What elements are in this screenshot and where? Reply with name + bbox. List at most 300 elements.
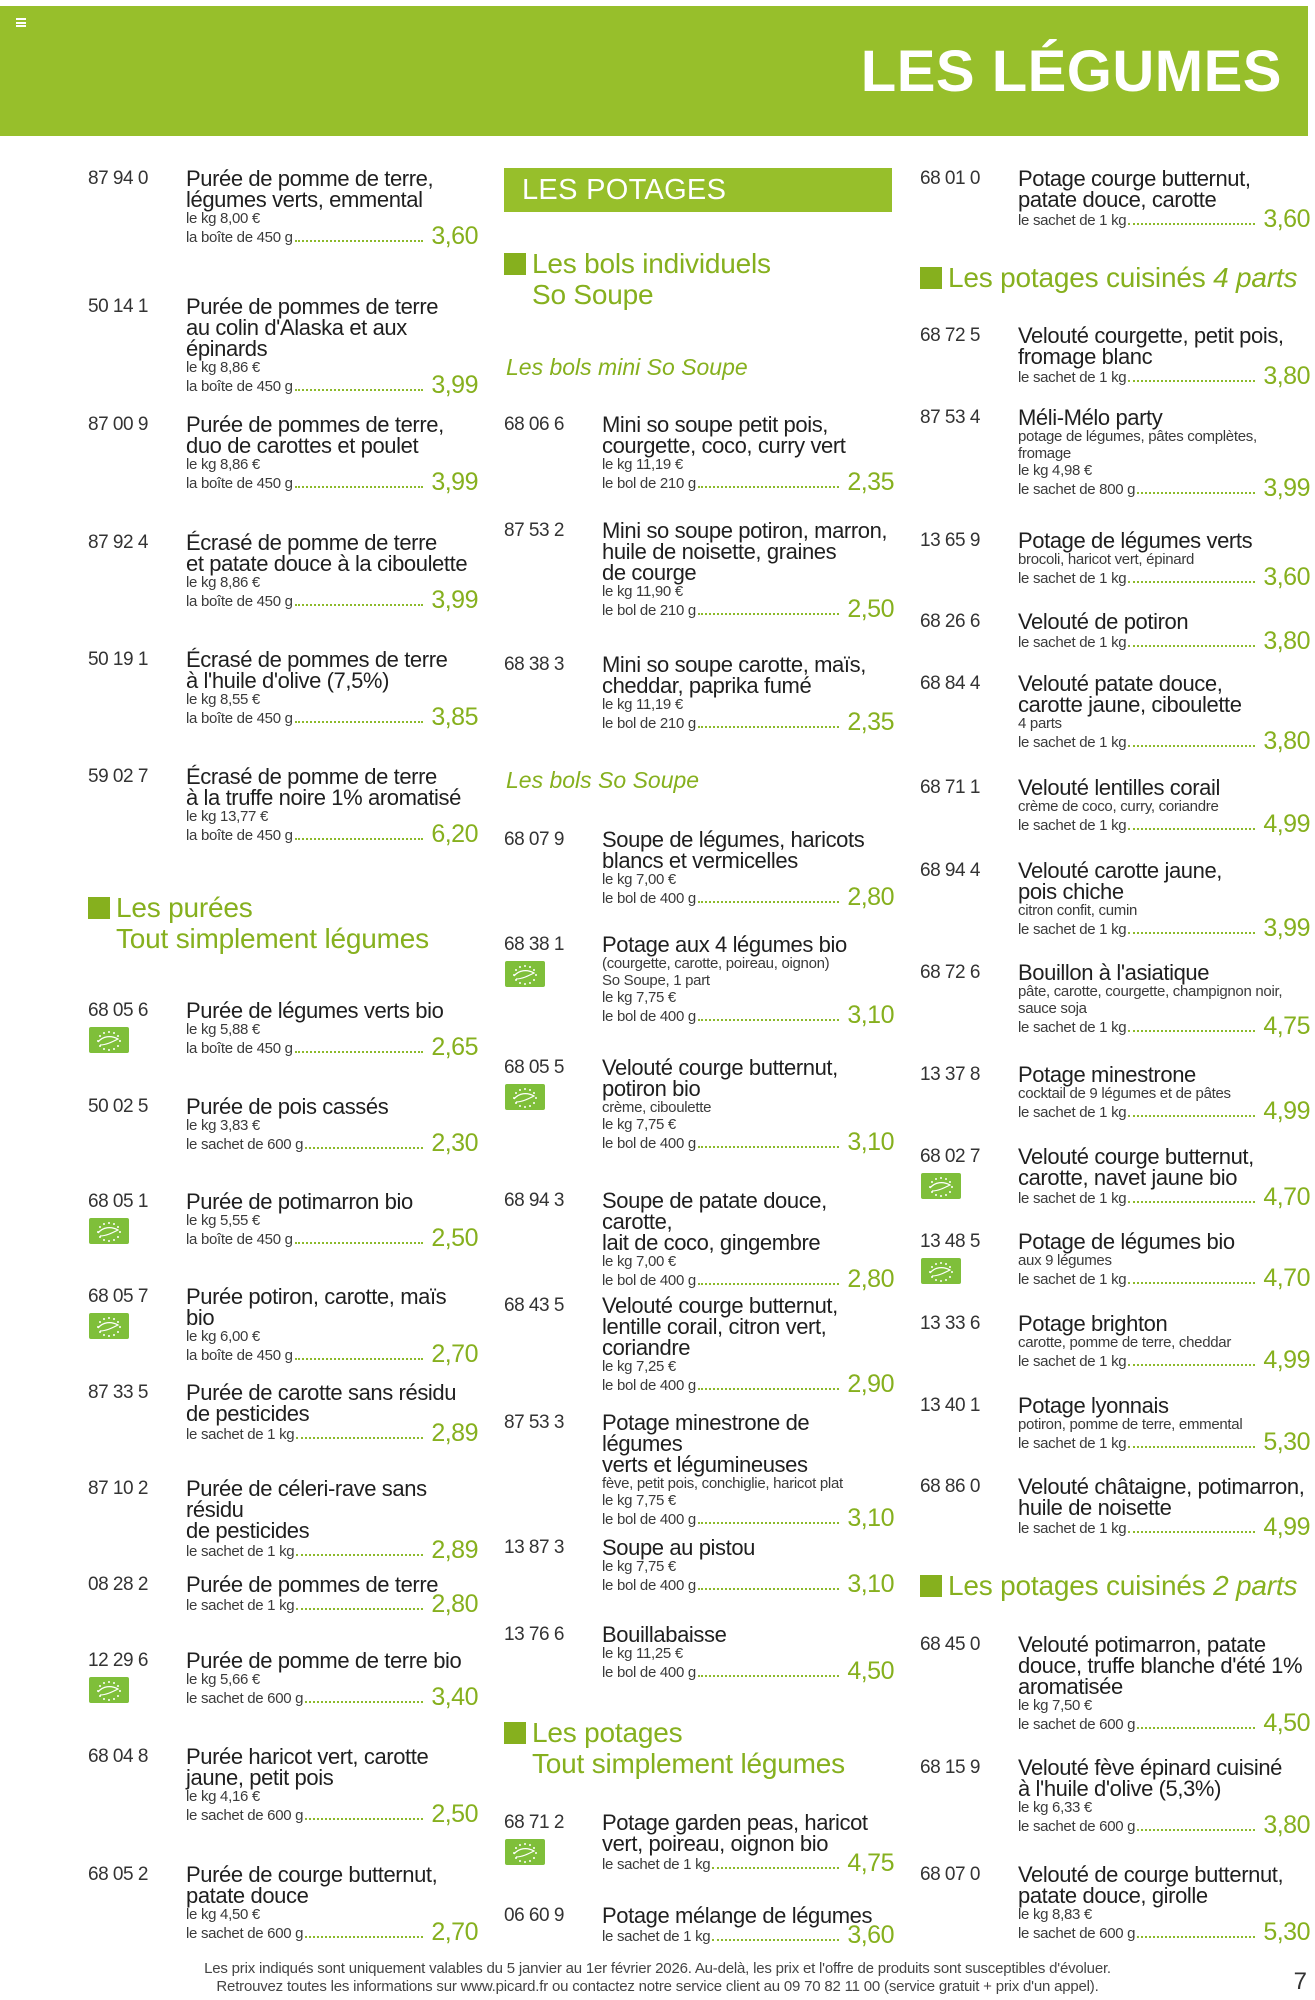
leader-dots: [1128, 581, 1255, 583]
product-price: 2,80: [847, 883, 894, 911]
subsection-mini: Les bols mini So Soupe: [506, 354, 748, 380]
leader-dots: [698, 1019, 839, 1021]
product-name: Purée de pommes de terre: [186, 1572, 439, 1597]
leader-dots: [295, 1358, 423, 1360]
product-price: 3,80: [1263, 1811, 1310, 1839]
product-code: 68 05 6: [88, 1000, 148, 1021]
product-code: 68 38 1: [504, 934, 564, 955]
product-price: 4,50: [1263, 1709, 1310, 1737]
leader-dots: [698, 726, 839, 728]
product-code: 68 05 5: [504, 1057, 564, 1078]
price-per-kg: le kg 11,19 €: [602, 456, 683, 473]
package-size: le sachet de 1 kg: [186, 1426, 295, 1443]
product-name: patate douce, girolle: [1018, 1883, 1208, 1908]
product-name: Soupe de patate douce, carotte,: [602, 1188, 827, 1234]
leader-dots: [305, 1818, 423, 1820]
package-size: le sachet de 1 kg: [1018, 817, 1127, 834]
product-name: Purée haricot vert, carotte: [186, 1744, 429, 1769]
potages-banner: LES POTAGES: [504, 168, 892, 212]
product-name: à l'huile d'olive (5,3%): [1018, 1776, 1222, 1801]
product-name: Potage brighton: [1018, 1311, 1168, 1336]
product-name: Velouté potimarron, patate: [1018, 1632, 1266, 1657]
product-code: 68 71 1: [920, 777, 980, 798]
package-size: le bol de 210 g: [602, 475, 696, 492]
menu-icon[interactable]: [16, 18, 26, 27]
price-per-kg: le kg 7,75 €: [602, 989, 676, 1006]
product-price: 3,40: [431, 1683, 478, 1711]
package-size: le sachet de 600 g: [1018, 1716, 1136, 1733]
price-per-kg: le kg 4,50 €: [186, 1906, 260, 1923]
product-code: 68 43 5: [504, 1295, 564, 1316]
product-name: Potage minestrone: [1018, 1062, 1196, 1087]
product-description: crème, ciboulette: [602, 1099, 712, 1116]
product-name: au colin d'Alaska et aux épinards: [186, 315, 407, 361]
leader-dots: [698, 1675, 839, 1677]
package-size: le sachet de 1 kg: [1018, 734, 1127, 751]
product-price: 3,80: [1263, 727, 1310, 755]
product-name: Velouté courge butternut,: [602, 1055, 838, 1080]
leader-dots: [305, 1936, 423, 1938]
product-price: 2,35: [847, 468, 894, 496]
product-name: Potage courge butternut,: [1018, 166, 1251, 191]
product-name: cheddar, paprika fumé: [602, 673, 812, 698]
package-size: le sachet de 1 kg: [1018, 369, 1127, 386]
leader-dots: [1137, 1727, 1255, 1729]
product-name: verts et légumineuses: [602, 1452, 808, 1477]
product-name: Velouté châtaigne, potimarron,: [1018, 1474, 1305, 1499]
product-code: 68 26 6: [920, 611, 980, 632]
organic-leaf-icon: [505, 961, 545, 987]
product-name: Velouté lentilles corail: [1018, 775, 1220, 800]
page-number: 7: [1293, 1968, 1307, 1995]
product-price: 3,99: [431, 586, 478, 614]
price-per-kg: le kg 7,75 €: [602, 1116, 676, 1133]
product-code: 87 92 4: [88, 532, 148, 553]
product-name: Purée de carotte sans résidu: [186, 1380, 457, 1405]
leader-dots: [295, 486, 423, 488]
product-code: 68 05 1: [88, 1191, 148, 1212]
product-price: 2,70: [431, 1340, 478, 1368]
product-code: 68 45 0: [920, 1634, 980, 1655]
product-code: 68 04 8: [88, 1746, 148, 1767]
leader-dots: [1128, 223, 1255, 225]
product-price: 4,70: [1263, 1264, 1310, 1292]
leader-dots: [1128, 932, 1255, 934]
product-code: 68 06 6: [504, 414, 564, 435]
product-description: So Soupe, 1 part: [602, 972, 710, 989]
footer-line-1: Les prix indiqués sont uniquement valables du 5 janvier au 1er février 2026. Au-delà, les prix et l'offre de produits sont susceptibles d'évoluer.: [204, 1960, 1111, 1977]
product-price: 2,35: [847, 708, 894, 736]
product-code: 68 71 2: [504, 1812, 564, 1833]
package-size: le sachet de 1 kg: [1018, 634, 1127, 651]
product-name: vert, poireau, oignon bio: [602, 1831, 829, 1856]
product-price: 4,99: [1263, 810, 1310, 838]
product-description: fromage: [1018, 445, 1071, 462]
package-size: le sachet de 600 g: [1018, 1925, 1136, 1942]
product-code: 13 37 8: [920, 1064, 980, 1085]
price-per-kg: le kg 8,83 €: [1018, 1906, 1092, 1923]
price-per-kg: le kg 3,83 €: [186, 1117, 260, 1134]
organic-leaf-icon: [89, 1313, 129, 1339]
leader-dots: [296, 1608, 423, 1610]
leader-dots: [296, 1437, 423, 1439]
product-price: 4,99: [1263, 1097, 1310, 1125]
package-size: la boîte de 450 g: [186, 1040, 293, 1057]
product-name: Potage de légumes verts: [1018, 528, 1253, 553]
price-per-kg: le kg 5,88 €: [186, 1021, 260, 1038]
product-price: 3,60: [431, 222, 478, 250]
product-name: blancs et vermicelles: [602, 848, 798, 873]
package-size: le bol de 400 g: [602, 1664, 696, 1681]
product-name: à l'huile d'olive (7,5%): [186, 668, 390, 693]
product-price: 3,80: [1263, 362, 1310, 390]
leader-dots: [1137, 492, 1255, 494]
product-code: 87 94 0: [88, 168, 148, 189]
product-price: 4,75: [1263, 1012, 1310, 1040]
product-price: 3,99: [1263, 914, 1310, 942]
product-price: 3,60: [847, 1921, 894, 1949]
product-name: Velouté patate douce,: [1018, 671, 1223, 696]
product-name: pois chiche: [1018, 879, 1124, 904]
product-name: Purée de pomme de terre bio: [186, 1648, 462, 1673]
product-name: Bouillon à l'asiatique: [1018, 960, 1210, 985]
leader-dots: [1128, 745, 1255, 747]
product-code: 87 10 2: [88, 1478, 148, 1499]
product-price: 3,99: [431, 371, 478, 399]
package-size: le sachet de 1 kg: [602, 1928, 711, 1945]
footer-line-2: Retrouvez toutes les informations sur www.picard.fr ou contactez notre service client au 09 70 82 11 00 (service gratuit + prix d'un appel).: [216, 1978, 1099, 1995]
product-description: carotte, pomme de terre, cheddar: [1018, 1334, 1232, 1351]
product-name: Purée de courge butternut,: [186, 1862, 438, 1887]
product-price: 2,90: [847, 1370, 894, 1398]
product-name: de pesticides: [186, 1401, 310, 1426]
price-per-kg: le kg 4,16 €: [186, 1788, 260, 1805]
product-name: carotte, navet jaune bio: [1018, 1165, 1238, 1190]
product-price: 3,85: [431, 703, 478, 731]
leader-dots: [698, 1146, 839, 1148]
product-description: fève, petit pois, conchiglie, haricot plat: [602, 1475, 843, 1492]
section-marker: [920, 1575, 942, 1597]
product-description: aux 9 légumes: [1018, 1252, 1112, 1269]
leader-dots: [698, 901, 839, 903]
product-code: 68 05 7: [88, 1286, 148, 1307]
product-code: 68 72 5: [920, 325, 980, 346]
product-name: Potage minestrone de légumes: [602, 1410, 810, 1456]
product-name: et patate douce à la ciboulette: [186, 551, 468, 576]
section-purees-heading: Les purées Tout simplement légumes: [88, 892, 468, 956]
product-code: 68 02 7: [920, 1146, 980, 1167]
product-name: Purée de légumes verts bio: [186, 998, 444, 1023]
package-size: le sachet de 1 kg: [1018, 1190, 1127, 1207]
leader-dots: [698, 613, 839, 615]
product-name: Potage mélange de légumes: [602, 1903, 873, 1928]
price-per-kg: le kg 6,33 €: [1018, 1799, 1092, 1816]
package-size: le sachet de 800 g: [1018, 481, 1136, 498]
package-size: le sachet de 1 kg: [1018, 1435, 1127, 1452]
organic-leaf-icon: [89, 1677, 129, 1703]
product-code: 68 07 9: [504, 829, 564, 850]
product-price: 5,30: [1263, 1428, 1310, 1456]
product-price: 3,60: [1263, 205, 1310, 233]
package-size: le sachet de 600 g: [186, 1807, 304, 1824]
leader-dots: [296, 1554, 423, 1556]
product-name: à la truffe noire 1% aromatisé: [186, 785, 461, 810]
leader-dots: [1128, 1115, 1255, 1117]
product-price: 2,89: [431, 1419, 478, 1447]
product-name: courgette, coco, curry vert: [602, 433, 846, 458]
leader-dots: [698, 1388, 839, 1390]
price-per-kg: le kg 7,00 €: [602, 1253, 676, 1270]
page-header: [0, 6, 1308, 136]
price-per-kg: le kg 5,66 €: [186, 1671, 260, 1688]
leader-dots: [1137, 1936, 1255, 1938]
product-price: 3,10: [847, 1128, 894, 1156]
product-price: 2,80: [431, 1590, 478, 1618]
product-code: 68 86 0: [920, 1476, 980, 1497]
product-name: jaune, petit pois: [186, 1765, 334, 1790]
product-name: Potage garden peas, haricot: [602, 1810, 868, 1835]
product-description: crème de coco, curry, coriandre: [1018, 798, 1219, 815]
subsection-bols: Les bols So Soupe: [506, 767, 700, 793]
product-name: coriandre: [602, 1335, 691, 1360]
product-name: Potage lyonnais: [1018, 1393, 1169, 1418]
product-price: 4,99: [1263, 1513, 1310, 1541]
package-size: la boîte de 450 g: [186, 827, 293, 844]
organic-leaf-icon: [89, 1218, 129, 1244]
leader-dots: [1128, 828, 1255, 830]
section-marker: [504, 1722, 526, 1744]
product-name: Purée de pommes de terre,: [186, 412, 444, 437]
price-per-kg: le kg 7,25 €: [602, 1358, 676, 1375]
product-name: Velouté de potiron: [1018, 609, 1189, 634]
product-price: 2,70: [431, 1918, 478, 1946]
price-per-kg: le kg 13,77 €: [186, 808, 268, 825]
product-description: cocktail de 9 légumes et de pâtes: [1018, 1085, 1231, 1102]
leader-dots: [295, 721, 423, 723]
product-code: 68 01 0: [920, 168, 980, 189]
leader-dots: [712, 1939, 839, 1941]
package-size: le sachet de 1 kg: [1018, 1353, 1127, 1370]
product-description: pâte, carotte, courgette, champignon noir,: [1018, 983, 1283, 1000]
product-name: huile de noisette, graines: [602, 539, 837, 564]
product-price: 3,10: [847, 1504, 894, 1532]
product-name: légumes verts, emmental: [186, 187, 423, 212]
price-per-kg: le kg 7,00 €: [602, 871, 676, 888]
product-code: 68 07 0: [920, 1864, 980, 1885]
product-code: 13 33 6: [920, 1313, 980, 1334]
product-name: Écrasé de pomme de terre: [186, 764, 437, 789]
product-price: 3,99: [1263, 474, 1310, 502]
leader-dots: [1128, 1364, 1255, 1366]
product-name: Velouté carotte jaune,: [1018, 858, 1223, 883]
product-name: Purée de pomme de terre,: [186, 166, 434, 191]
product-price: 4,99: [1263, 1346, 1310, 1374]
product-price: 3,10: [847, 1570, 894, 1598]
product-name: carotte jaune, ciboulette: [1018, 692, 1242, 717]
product-name: Purée de céleri-rave sans résidu: [186, 1476, 427, 1522]
product-price: 2,50: [847, 595, 894, 623]
package-size: le sachet de 1 kg: [1018, 212, 1127, 229]
leader-dots: [698, 1588, 839, 1590]
section-marker: [88, 897, 110, 919]
leader-dots: [1128, 1282, 1255, 1284]
product-name: Velouté courgette, petit pois,: [1018, 323, 1284, 348]
organic-leaf-icon: [505, 1084, 545, 1110]
organic-leaf-icon: [921, 1173, 961, 1199]
product-description: potage de légumes, pâtes complètes,: [1018, 428, 1257, 445]
package-size: le bol de 400 g: [602, 1135, 696, 1152]
package-size: le bol de 210 g: [602, 715, 696, 732]
price-per-kg: le kg 8,86 €: [186, 456, 260, 473]
product-name: de courge: [602, 560, 697, 585]
section-marker: [920, 267, 942, 289]
product-description: citron confit, cumin: [1018, 902, 1138, 919]
price-per-kg: le kg 8,55 €: [186, 691, 260, 708]
footer-disclaimer: [0, 1960, 1315, 1996]
leader-dots: [1128, 1446, 1255, 1448]
product-code: 87 33 5: [88, 1382, 148, 1403]
package-size: le bol de 210 g: [602, 602, 696, 619]
package-size: le sachet de 1 kg: [1018, 1271, 1127, 1288]
package-size: le bol de 400 g: [602, 1377, 696, 1394]
product-code: 13 40 1: [920, 1395, 980, 1416]
product-price: 2,65: [431, 1033, 478, 1061]
package-size: le sachet de 600 g: [1018, 1818, 1136, 1835]
price-per-kg: le kg 6,00 €: [186, 1328, 260, 1345]
organic-leaf-icon: [921, 1258, 961, 1284]
package-size: la boîte de 450 g: [186, 1347, 293, 1364]
leader-dots: [1128, 1030, 1255, 1032]
product-name: Écrasé de pommes de terre: [186, 647, 448, 672]
product-name: Bouillabaisse: [602, 1622, 727, 1647]
product-name: Mini so soupe carotte, maïs,: [602, 652, 866, 677]
price-per-kg: le kg 4,98 €: [1018, 462, 1092, 479]
product-description: sauce soja: [1018, 1000, 1087, 1017]
product-code: 13 87 3: [504, 1537, 564, 1558]
product-price: 2,50: [431, 1224, 478, 1252]
product-name: aromatisée: [1018, 1674, 1123, 1699]
price-per-kg: le kg 11,90 €: [602, 583, 683, 600]
leader-dots: [1128, 1531, 1255, 1533]
product-code: 08 28 2: [88, 1574, 148, 1595]
product-price: 4,75: [847, 1849, 894, 1877]
package-size: le sachet de 1 kg: [186, 1597, 295, 1614]
product-code: 13 65 9: [920, 530, 980, 551]
product-code: 87 53 4: [920, 407, 980, 428]
price-per-kg: le kg 8,86 €: [186, 359, 260, 376]
package-size: la boîte de 450 g: [186, 475, 293, 492]
product-code: 50 14 1: [88, 296, 148, 317]
product-price: 2,89: [431, 1536, 478, 1564]
package-size: le bol de 400 g: [602, 1008, 696, 1025]
product-description: 4 parts: [1018, 715, 1062, 732]
package-size: la boîte de 450 g: [186, 378, 293, 395]
product-name: douce, truffe blanche d'été 1%: [1018, 1653, 1303, 1678]
section-bols-heading: Les bols individuels So Soupe: [504, 248, 884, 312]
leader-dots: [1137, 1829, 1255, 1831]
leader-dots: [698, 486, 839, 488]
product-price: 3,10: [847, 1001, 894, 1029]
price-per-kg: le kg 8,00 €: [186, 210, 260, 227]
leader-dots: [305, 1147, 423, 1149]
product-code: 12 29 6: [88, 1650, 148, 1671]
price-per-kg: le kg 7,50 €: [1018, 1697, 1092, 1714]
product-code: 68 05 2: [88, 1864, 148, 1885]
product-price: 6,20: [431, 820, 478, 848]
product-name: Méli-Mélo party: [1018, 405, 1163, 430]
leader-dots: [1128, 645, 1255, 647]
price-per-kg: le kg 11,19 €: [602, 696, 683, 713]
price-per-kg: le kg 7,75 €: [602, 1558, 676, 1575]
package-size: la boîte de 450 g: [186, 710, 293, 727]
section-2parts-heading: Les potages cuisinés 2 parts: [920, 1570, 1315, 1602]
package-size: le sachet de 1 kg: [1018, 570, 1127, 587]
product-name: Potage de légumes bio: [1018, 1229, 1235, 1254]
package-size: le sachet de 1 kg: [1018, 921, 1127, 938]
product-name: Écrasé de pomme de terre: [186, 530, 437, 555]
product-name: patate douce: [186, 1883, 309, 1908]
package-size: le sachet de 1 kg: [186, 1543, 295, 1560]
leader-dots: [295, 1051, 423, 1053]
product-name: Purée de pommes de terre: [186, 294, 439, 319]
leader-dots: [712, 1867, 839, 1869]
product-price: 2,30: [431, 1129, 478, 1157]
leader-dots: [295, 604, 423, 606]
product-description: potiron, pomme de terre, emmental: [1018, 1416, 1243, 1433]
product-price: 4,50: [847, 1657, 894, 1685]
leader-dots: [698, 1522, 839, 1524]
product-name: potiron bio: [602, 1076, 701, 1101]
product-name: lentille corail, citron vert,: [602, 1314, 827, 1339]
leader-dots: [295, 1242, 423, 1244]
product-code: 68 94 4: [920, 860, 980, 881]
product-name: Velouté fève épinard cuisiné: [1018, 1755, 1282, 1780]
package-size: la boîte de 450 g: [186, 593, 293, 610]
package-size: le sachet de 1 kg: [1018, 1019, 1127, 1036]
product-name: Mini so soupe potiron, marron,: [602, 518, 888, 543]
section-4parts-heading: Les potages cuisinés 4 parts: [920, 262, 1315, 294]
product-code: 87 53 3: [504, 1412, 564, 1433]
leader-dots: [698, 1283, 839, 1285]
package-size: le bol de 400 g: [602, 890, 696, 907]
product-name: Soupe au pistou: [602, 1535, 756, 1560]
product-code: 68 38 3: [504, 654, 564, 675]
leader-dots: [1128, 380, 1255, 382]
product-name: Purée de potimarron bio: [186, 1189, 413, 1214]
leader-dots: [305, 1701, 423, 1703]
package-size: le bol de 400 g: [602, 1272, 696, 1289]
package-size: le sachet de 1 kg: [1018, 1520, 1127, 1537]
product-name: fromage blanc: [1018, 344, 1153, 369]
product-code: 68 94 3: [504, 1190, 564, 1211]
leader-dots: [295, 389, 423, 391]
product-code: 87 53 2: [504, 520, 564, 541]
product-name: duo de carottes et poulet: [186, 433, 419, 458]
product-description: brocoli, haricot vert, épinard: [1018, 551, 1195, 568]
product-name: Mini so soupe petit pois,: [602, 412, 829, 437]
leader-dots: [1128, 1201, 1255, 1203]
product-code: 59 02 7: [88, 766, 148, 787]
product-price: 3,99: [431, 468, 478, 496]
package-size: le bol de 400 g: [602, 1577, 696, 1594]
product-code: 68 72 6: [920, 962, 980, 983]
leader-dots: [295, 240, 423, 242]
package-size: le sachet de 1 kg: [602, 1856, 711, 1873]
product-price: 3,60: [1263, 563, 1310, 591]
product-description: (courgette, carotte, poireau, oignon): [602, 955, 830, 972]
package-size: le sachet de 600 g: [186, 1136, 304, 1153]
product-price: 2,50: [431, 1800, 478, 1828]
